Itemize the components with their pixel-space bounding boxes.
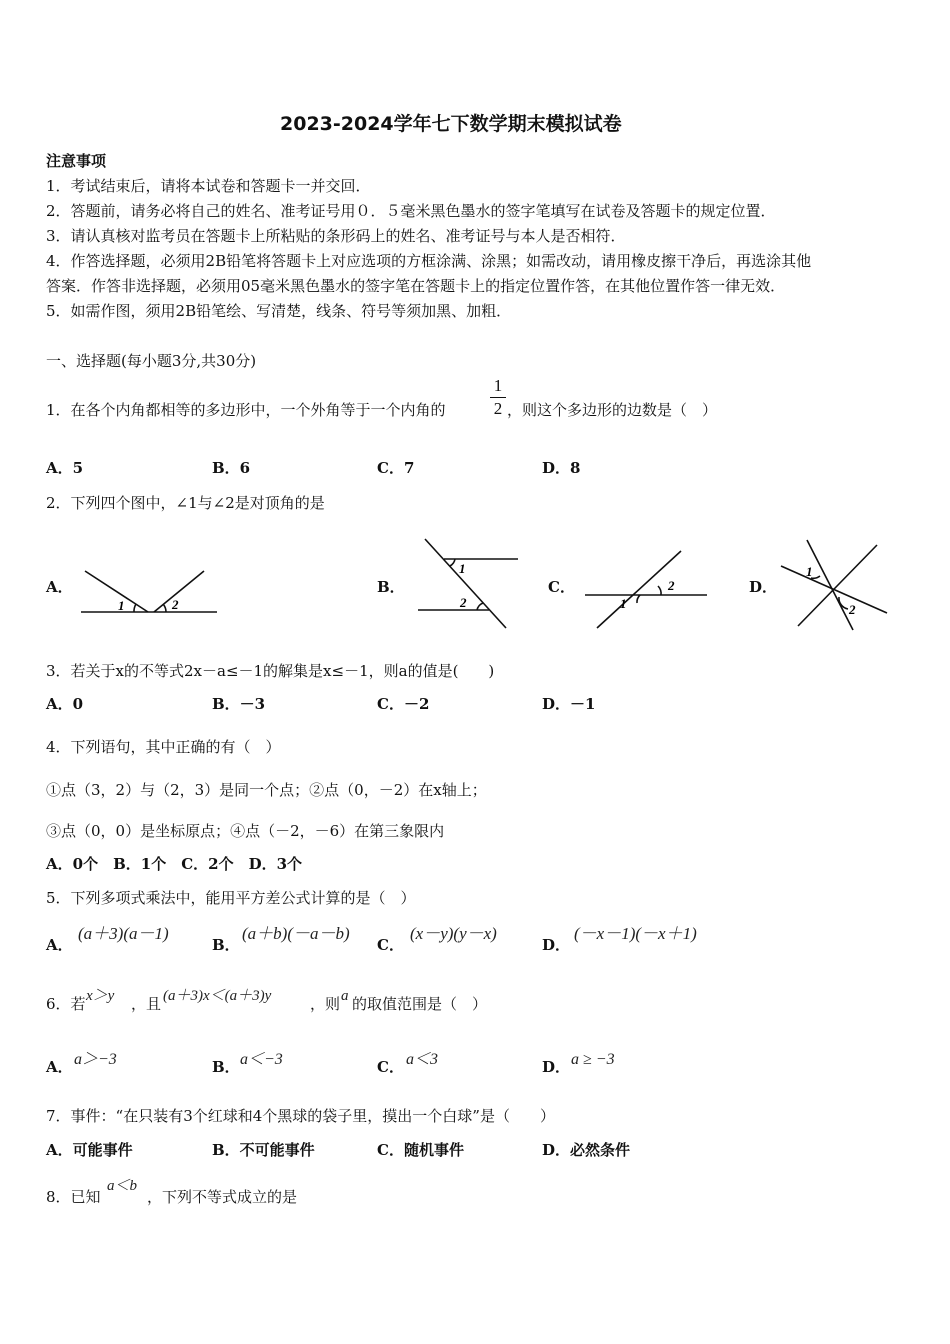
q1-option-c: C．7 (377, 459, 415, 477)
notice-item: 5．如需作图，须用2B铅笔绘、写清楚，线条、符号等须加黑、加粗． (46, 302, 512, 320)
q1-fraction (490, 377, 506, 418)
q1-option-a: A．5 (46, 459, 84, 477)
q5-expr-b: (a＋b)(－a－b) (242, 924, 350, 943)
q3-option-b: B．－3 (212, 695, 266, 713)
figure-b (415, 537, 521, 631)
q6-expr-c: a＜3 (406, 1051, 439, 1068)
q6-text: 6．若 (46, 995, 86, 1013)
q5-option-c: C． (377, 936, 404, 954)
q3-option-d: D．－1 (542, 695, 596, 713)
q7-option-b: B．不可能事件 (212, 1141, 315, 1159)
q2-text: 2．下列四个图中，∠1与∠2是对顶角的是 (46, 494, 325, 512)
angle-2-label: 2 (668, 578, 675, 593)
angle-1-label: 1 (620, 596, 627, 611)
q6-option-c: C． (377, 1058, 404, 1076)
q1-text-after: ，则这个多边形的边数是（ ） (507, 401, 718, 419)
q5-text: 5．下列多项式乘法中，能用平方差公式计算的是（ ） (46, 889, 416, 907)
q2-option-d: D． (749, 578, 778, 596)
q2-option-a: A． (46, 578, 73, 596)
angle-1-label: 1 (459, 561, 466, 576)
q6-text: ，且 (131, 995, 162, 1013)
q5-expr-a: (a＋3)(a－1) (78, 924, 169, 943)
q1-option-d: D．8 (542, 459, 581, 477)
frac-numerator: 1 (493, 376, 503, 395)
q6-expr-d: a ≥ −3 (571, 1051, 615, 1068)
section-heading: 一、选择题(每小题3分,共30分) (46, 352, 257, 370)
q5-expr-d: (－x－1)(－x＋1) (574, 924, 697, 943)
q4-options: A．0个 B．1个 C．2个 D．3个 (46, 855, 303, 873)
q3-option-c: C．－2 (377, 695, 430, 713)
page-title: 2023-2024学年七下数学期末模拟试卷 (280, 113, 622, 135)
q1-text: 1．在各个内角都相等的多边形中，一个外角等于一个内角的 (46, 401, 446, 419)
q5-option-a: A． (46, 936, 73, 954)
q3-option-a: A．0 (46, 695, 84, 713)
q6-expr-a: a＞−3 (74, 1051, 117, 1068)
frac-bar (490, 397, 506, 398)
q8-text: 8．已知 (46, 1188, 101, 1206)
q6-option-a: A． (46, 1058, 73, 1076)
notice-item: 3．请认真核对监考员在答题卡上所粘贴的条形码上的姓名、准考证号与本人是否相符． (46, 227, 626, 245)
q6-text: 的取值范围是（ ） (352, 995, 488, 1013)
q4-text: 4．下列语句，其中正确的有（ ） (46, 738, 281, 756)
q7-option-d: D．必然条件 (542, 1141, 631, 1159)
angle-1-label: 1 (118, 598, 125, 613)
q7-text: 7．事件：“在只装有3个红球和4个黑球的袋子里，摸出一个白球”是（ ） (46, 1107, 555, 1125)
figure-a (78, 565, 220, 617)
q6-text: ，则 (310, 995, 341, 1013)
q4-statement-line: ①点（3，2）与（2，3）是同一个点；②点（0，－2）在x轴上； (46, 781, 487, 799)
q8-math: a＜b (107, 1178, 138, 1194)
q6-expr-b: a＜−3 (240, 1051, 283, 1068)
angle-2-label: 2 (460, 595, 467, 610)
angle-2-label: 2 (172, 597, 179, 612)
notice-item: 4．作答选择题，必须用2B铅笔将答题卡上对应选项的方框涂满、涂黑；如需改动，请用橡皮擦干净后，再选涂其他 (46, 252, 812, 270)
q2-option-b: B． (377, 578, 405, 596)
q6-math: (a＋3)x＜(a＋3)y (163, 988, 272, 1004)
q5-expr-c: (x－y)(y－x) (410, 924, 497, 943)
q3-text: 3．若关于x的不等式2x－a≤－1的解集是x≤－1，则a的值是( ) (46, 662, 495, 680)
angle-1-label: 1 (806, 564, 813, 579)
angle-2-label: 2 (849, 602, 856, 617)
q6-option-d: D． (542, 1058, 571, 1076)
q6-math: x＞y (86, 988, 115, 1004)
notice-item: 1．考试结束后，请将本试卷和答题卡一并交回． (46, 177, 371, 195)
q7-option-a: A．可能事件 (46, 1141, 133, 1159)
q4-statement-line: ③点（0，0）是坐标原点；④点（－2，－6）在第三象限内 (46, 822, 445, 840)
notice-item: 2．答题前，请务必将自己的姓名、准考证号用０．５毫米黑色墨水的签字笔填写在试卷及答题卡的规定位置． (46, 202, 776, 220)
q2-option-c: C． (548, 578, 575, 596)
q6-option-b: B． (212, 1058, 240, 1076)
figure-c (582, 548, 710, 632)
q5-option-d: D． (542, 936, 571, 954)
q7-option-c: C．随机事件 (377, 1141, 464, 1159)
q5-option-b: B． (212, 936, 240, 954)
figure-d (776, 538, 890, 634)
notice-heading: 注意事项 (46, 152, 107, 170)
notice-item: 答案．作答非选择题，必须用05毫米黑色墨水的签字笔在答题卡上的指定位置作答，在其他位置作答一律无效． (46, 277, 786, 295)
frac-denominator: 2 (493, 399, 503, 418)
q1-option-b: B．6 (212, 459, 251, 477)
q8-text: ，下列不等式成立的是 (147, 1188, 298, 1206)
q6-math: a (341, 988, 349, 1004)
